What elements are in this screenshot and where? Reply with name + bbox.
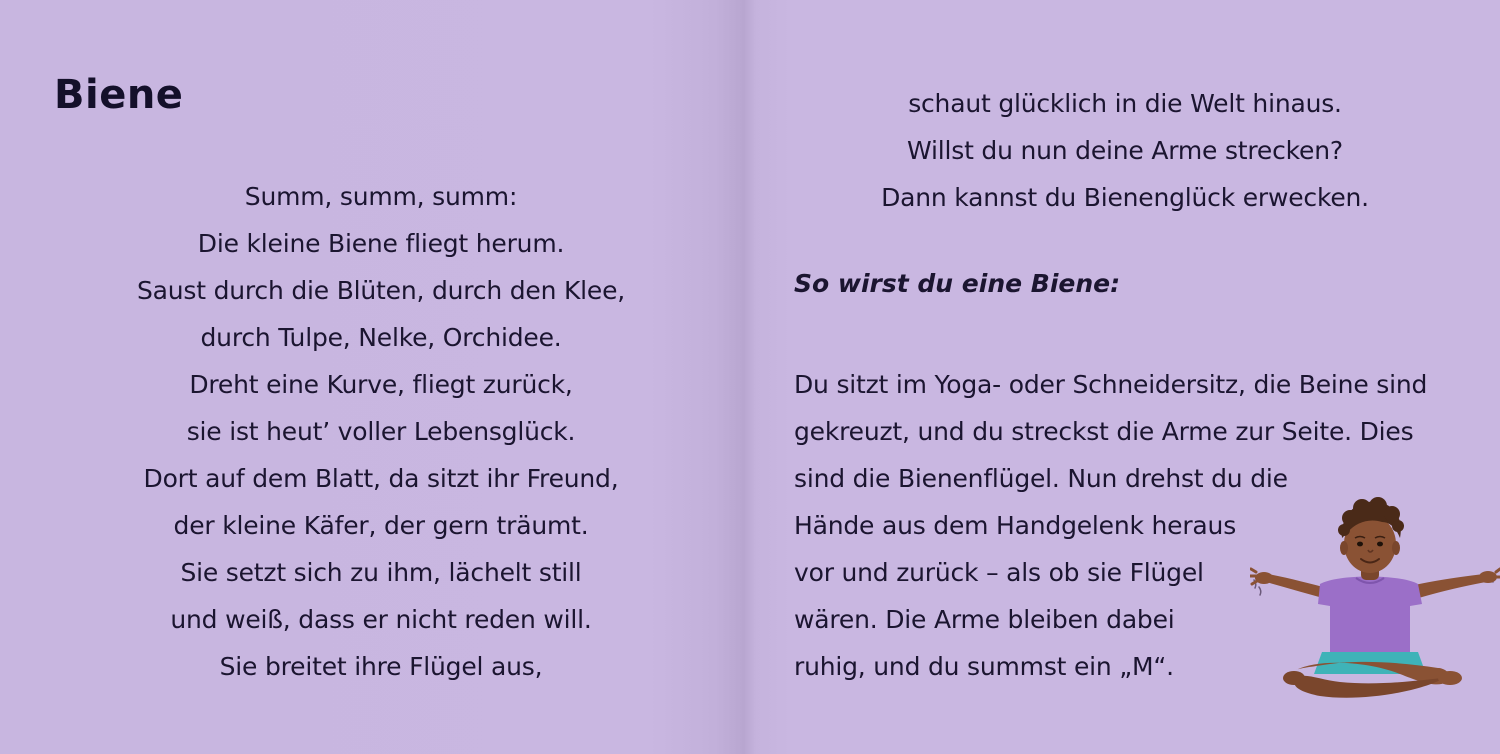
poem-line: Dreht eine Kurve, fliegt zurück, [189,370,573,399]
instruction-line: Hände aus dem Handgelenk heraus [794,511,1237,540]
poem-line: sie ist heut’ voller Lebensglück. [186,417,576,446]
poem-line: Saust durch die Blüten, durch den Klee, [136,276,626,305]
right-page [752,0,1500,754]
poem-right [752,80,1498,221]
poem-line: Die kleine Biene fliegt herum. [197,229,565,258]
poem-line: Summ, summ, summ: [244,182,518,211]
instructions-heading: So wirst du eine Biene: [794,269,1121,298]
poem-line: Dort auf dem Blatt, da sitzt ihr Freund, [143,464,619,493]
instruction-line: vor und zurück – als ob sie Flügel [794,558,1204,587]
page-title: Biene [54,72,184,118]
poem-line: Sie setzt sich zu ihm, lächelt still [180,558,582,587]
poem-left [0,173,762,690]
poem-line: und weiß, dass er nicht reden will. [170,605,592,634]
instruction-line: ruhig, und du summst ein „M“. [794,652,1174,681]
instruction-line: wären. Die Arme bleiben dabei [794,605,1175,634]
instruction-line: gekreuzt, und du streckst die Arme zur Seite. Dies [794,417,1414,446]
instruction-line: sind die Bienenflügel. Nun drehst du die [794,464,1288,493]
instruction-line: Du sitzt im Yoga- oder Schneidersitz, die Beine sind [794,370,1428,399]
poem-line: der kleine Käfer, der gern träumt. [173,511,589,540]
left-page [0,0,748,754]
poem-line: Willst du nun deine Arme strecken? [907,136,1343,165]
poem-line: schaut glücklich in die Welt hinaus. [908,89,1342,118]
poem-line: Dann kannst du Bienenglück erwecken. [881,183,1369,212]
child-bee-pose-illustration [1250,492,1500,710]
poem-line: Sie breitet ihre Flügel aus, [219,652,543,681]
poem-line: durch Tulpe, Nelke, Orchidee. [200,323,562,352]
